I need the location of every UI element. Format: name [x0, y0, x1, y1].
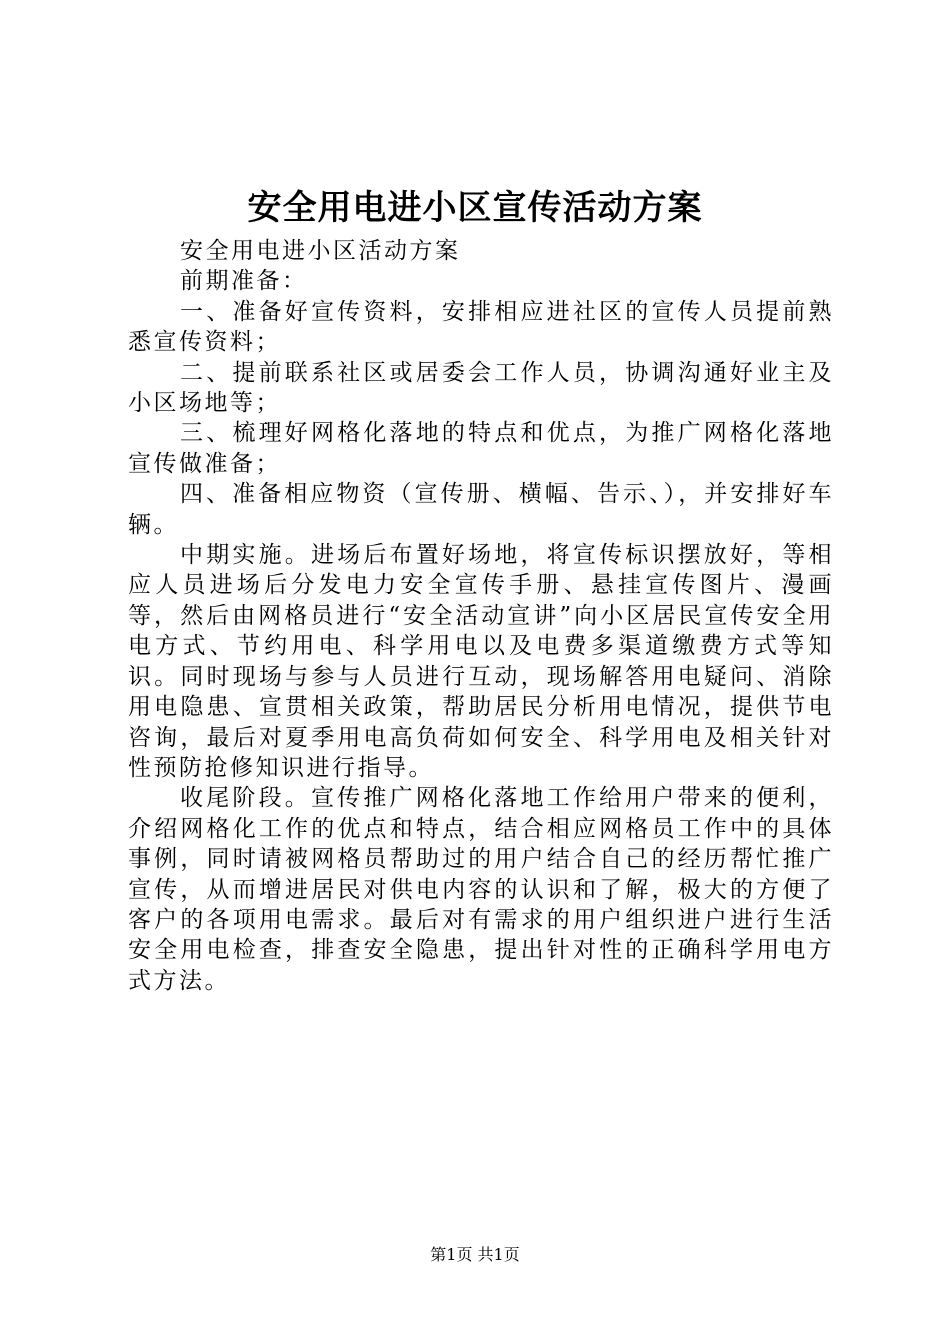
document-body [128, 236, 834, 996]
paragraph-step-3: 三、梳理好网格化落地的特点和优点，为推广网格化落地宣传做准备； [128, 420, 834, 477]
paragraph-step-2: 二、提前联系社区或居委会工作人员，协调沟通好业主及小区场地等； [128, 359, 834, 417]
paragraph-preparation-heading: 前期准备： [180, 268, 308, 295]
paragraph-step-1: 一、准备好宣传资料，安排相应进社区的宣传人员提前熟悉宣传资料； [128, 298, 834, 356]
page-footer: 第1页 共1页 [430, 1245, 520, 1264]
paragraph-subtitle: 安全用电进小区活动方案 [180, 238, 461, 264]
document-title: 安全用电进小区宣传活动方案 [247, 188, 703, 228]
paragraph-implementation: 中期实施。进场后布置好场地，将宣传标识摆放好，等相应人员进场后分发电力安全宣传手册、悬挂宣传图片、漫画等，然后由网格员进行“安全活动宣讲”向小区居民宣传安全用电方式、节约用电、科学用电以及电费多渠道缴费方式等知识。同时现场与参与人员进行互动，现场解答用电疑问、消除用电隐患、宣贯相关政策，帮助居民分析用电情况，提供节电咨询，最后对夏季用电高负荷如何安全、科学用电及相关针对性预防抢修知识进行指导。 [128, 542, 834, 781]
paragraph-closing: 收尾阶段。宣传推广网格化落地工作给用户带来的便利，介绍网格化工作的优点和特点，结合相应网格员工作中的具体事例，同时请被网格员帮助过的用户结合自己的经历帮忙推广宣传，从而增进居民对供电内容的认识和了解，极大的方便了客户的各项用电需求。最后对有需求的用户组织进户进行生活安全用电检查，排查安全隐患，提出针对性的正确科学用电方式方法。 [128, 785, 834, 994]
paragraph-step-4: 四、准备相应物资（宣传册、横幅、告示、），并安排好车辆。 [128, 481, 834, 538]
